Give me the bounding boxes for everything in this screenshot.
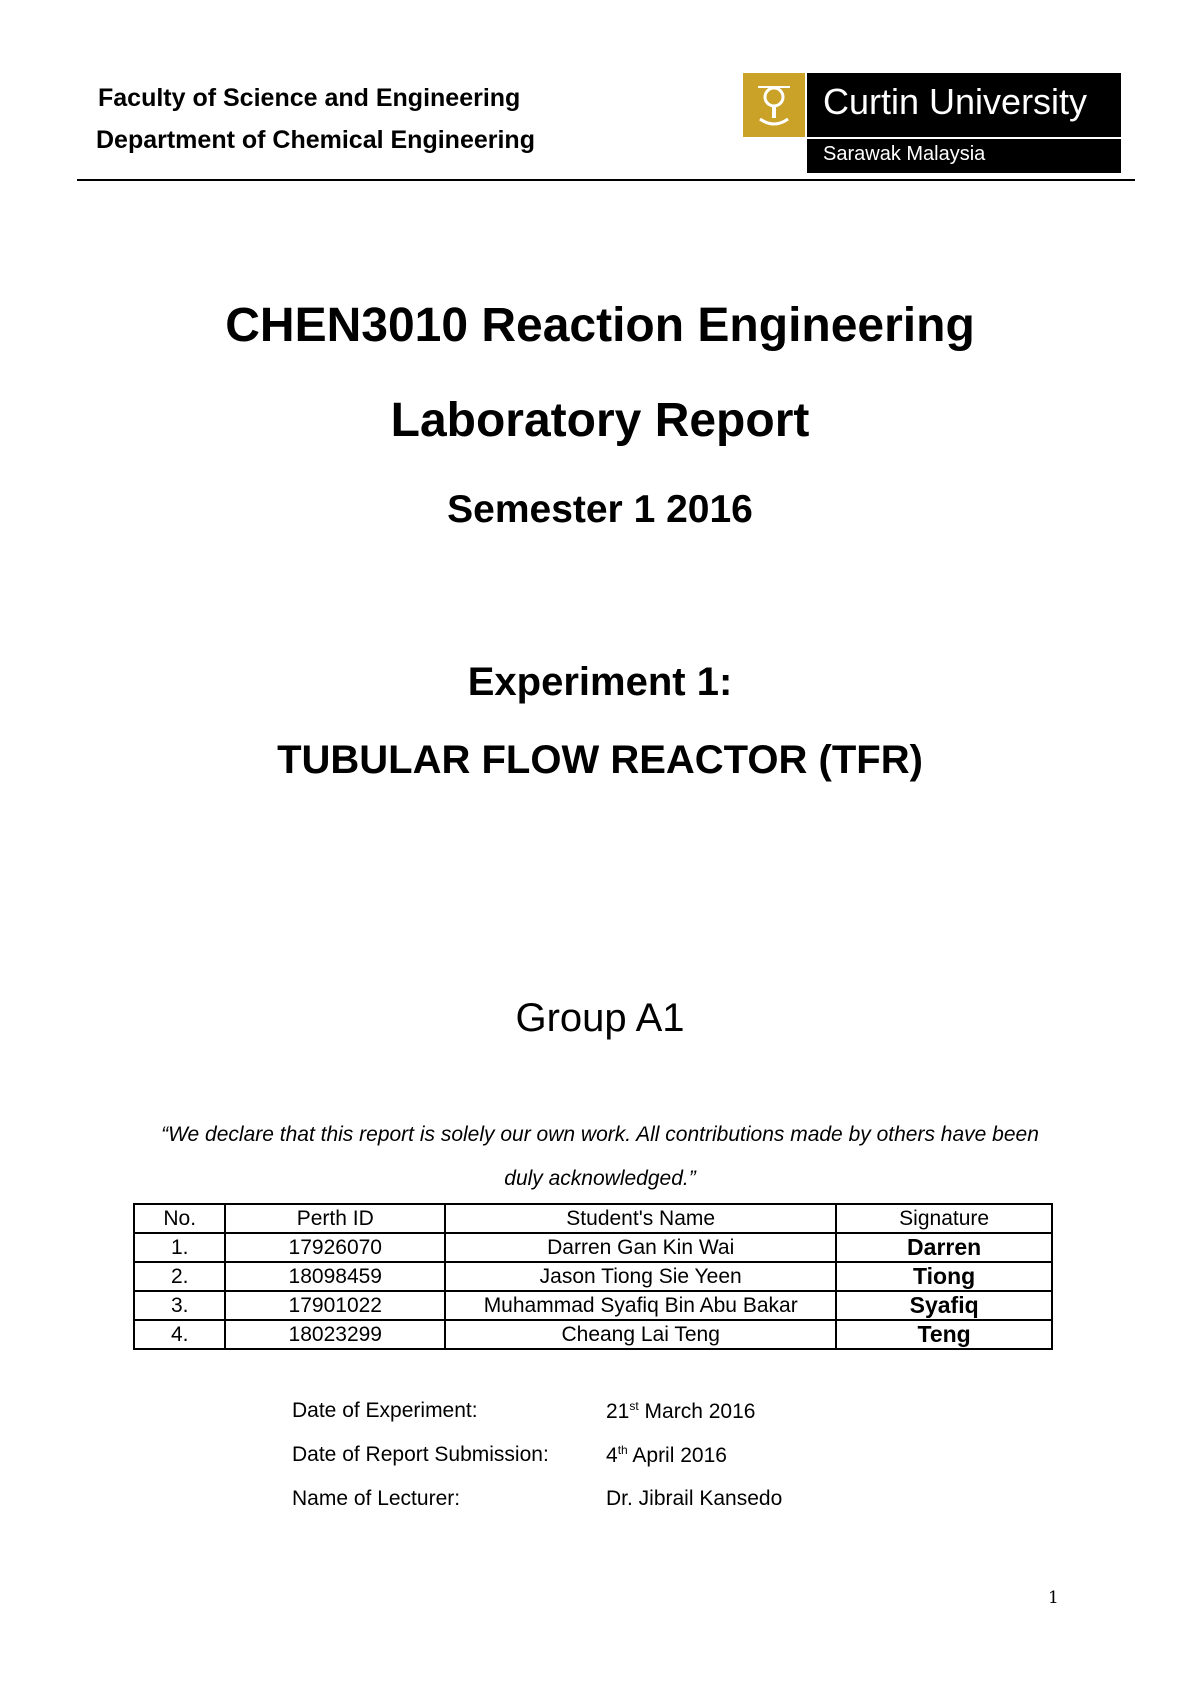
group-name: Group A1 xyxy=(515,996,685,1040)
member-id: 18023299 xyxy=(225,1320,445,1349)
header-divider xyxy=(77,179,1135,181)
logo-campus-name: Sarawak Malaysia xyxy=(823,143,986,165)
experiment-date-rest: March 2016 xyxy=(638,1400,756,1423)
member-no: 3. xyxy=(134,1291,225,1320)
submission-date-value xyxy=(606,1443,727,1468)
header-student-name: Student's Name xyxy=(445,1204,836,1233)
logo-university-name: Curtin University xyxy=(823,81,1088,122)
members-table xyxy=(133,1203,1053,1350)
member-signature: Darren xyxy=(836,1233,1052,1262)
member-name: Muhammad Syafiq Bin Abu Bakar xyxy=(445,1291,836,1320)
report-title: Laboratory Report xyxy=(390,394,810,447)
table-row xyxy=(134,1233,1052,1262)
member-signature: Teng xyxy=(836,1320,1052,1349)
lecturer-name: Dr. Jibrail Kansedo xyxy=(606,1487,783,1510)
table-row xyxy=(134,1291,1052,1320)
experiment-date-label: Date of Experiment: xyxy=(292,1399,478,1422)
submission-date-label: Date of Report Submission: xyxy=(292,1443,549,1466)
semester: Semester 1 2016 xyxy=(447,488,753,531)
member-no: 2. xyxy=(134,1262,225,1291)
curtin-logo xyxy=(743,73,1121,173)
header-signature: Signature xyxy=(836,1204,1052,1233)
experiment-date-day: 21 xyxy=(606,1400,630,1423)
submission-date-rest: April 2016 xyxy=(627,1444,727,1467)
header-no: No. xyxy=(134,1204,225,1233)
member-name: Cheang Lai Teng xyxy=(445,1320,836,1349)
table-row xyxy=(134,1262,1052,1291)
faculty-name: Faculty of Science and Engineering xyxy=(98,84,521,112)
member-name: Jason Tiong Sie Yeen xyxy=(445,1262,836,1291)
experiment-number: Experiment 1: xyxy=(467,660,733,704)
member-no: 1. xyxy=(134,1233,225,1262)
submission-date-suffix: th xyxy=(617,1443,628,1457)
member-id: 17901022 xyxy=(225,1291,445,1320)
page-number: 1 xyxy=(1048,1588,1059,1608)
member-id: 18098459 xyxy=(225,1262,445,1291)
experiment-title: TUBULAR FLOW REACTOR (TFR) xyxy=(277,738,923,782)
member-no: 4. xyxy=(134,1320,225,1349)
experiment-date-value xyxy=(606,1399,755,1424)
submission-date-day: 4 xyxy=(606,1444,618,1467)
member-id: 17926070 xyxy=(225,1233,445,1262)
department-name: Department of Chemical Engineering xyxy=(96,126,535,154)
curtin-crest-icon xyxy=(754,81,794,129)
header-perth-id: Perth ID xyxy=(225,1204,445,1233)
member-signature: Syafiq xyxy=(836,1291,1052,1320)
declaration-statement: “We declare that this report is solely our own work. All contributions made by others have been duly acknowledged.” xyxy=(161,1123,1039,1190)
course-title: CHEN3010 Reaction Engineering xyxy=(225,299,975,352)
table-row xyxy=(134,1320,1052,1349)
lecturer-label: Name of Lecturer: xyxy=(292,1487,461,1510)
experiment-date-suffix: st xyxy=(629,1399,639,1413)
table-header-row xyxy=(134,1204,1052,1233)
member-signature: Tiong xyxy=(836,1262,1052,1291)
member-name: Darren Gan Kin Wai xyxy=(445,1233,836,1262)
